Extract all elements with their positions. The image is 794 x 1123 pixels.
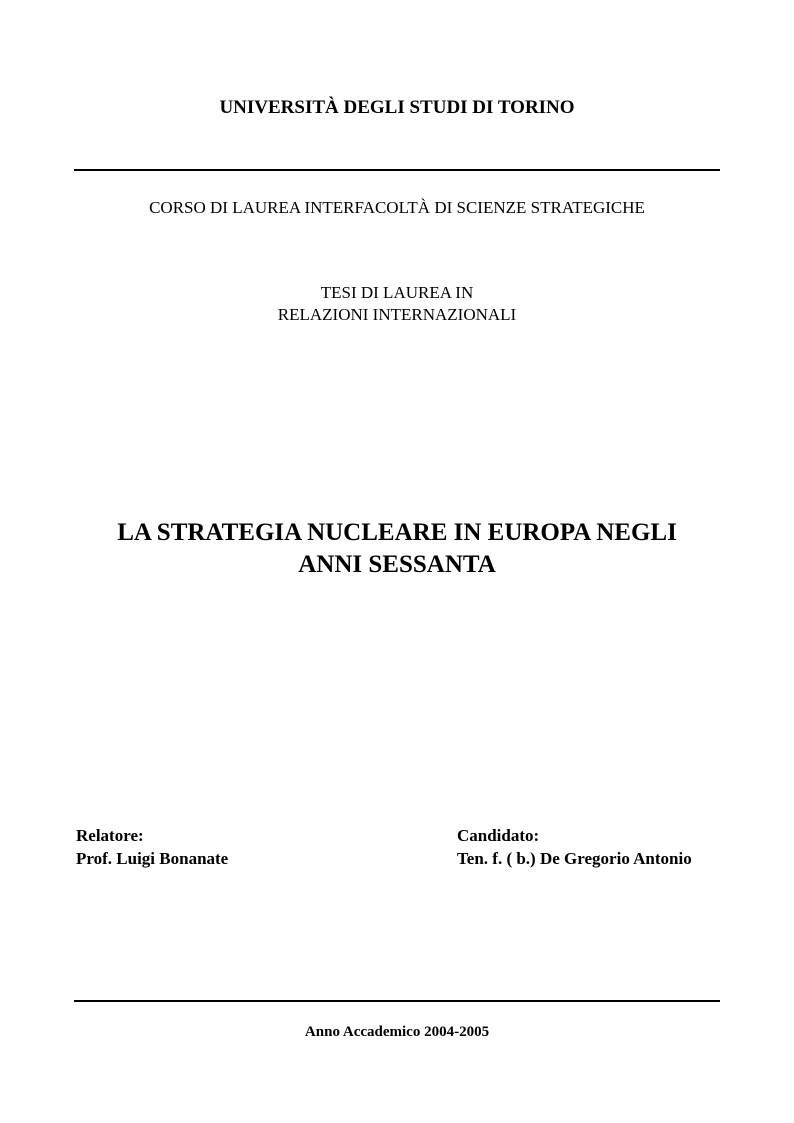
thesis-type: [0, 282, 794, 326]
thesis-title-line-1: LA STRATEGIA NUCLEARE IN EUROPA NEGLI: [117, 519, 677, 546]
university-name: UNIVERSITÀ DEGLI STUDI DI TORINO: [219, 97, 575, 118]
candidate-label: Candidato:: [457, 826, 540, 845]
supervisor-name: Prof. Luigi Bonanate: [76, 849, 229, 868]
candidate-block: [457, 824, 692, 870]
course-name: CORSO DI LAUREA INTERFACOLTÀ DI SCIENZE STRATEGICHE: [149, 198, 645, 217]
candidate-name: Ten. f. ( b.) De Gregorio Antonio: [457, 849, 692, 868]
top-divider: [74, 169, 720, 171]
thesis-type-line-2: RELAZIONI INTERNAZIONALI: [277, 305, 517, 324]
thesis-title-line-2: ANNI SESSANTA: [298, 551, 496, 578]
thesis-type-line-1: TESI DI LAUREA IN: [320, 283, 474, 302]
thesis-title: [0, 517, 794, 581]
supervisor-label: Relatore:: [76, 826, 144, 845]
bottom-divider: [74, 1000, 720, 1002]
supervisor-block: [76, 824, 228, 870]
academic-year: Anno Accademico 2004-2005: [304, 1024, 490, 1040]
